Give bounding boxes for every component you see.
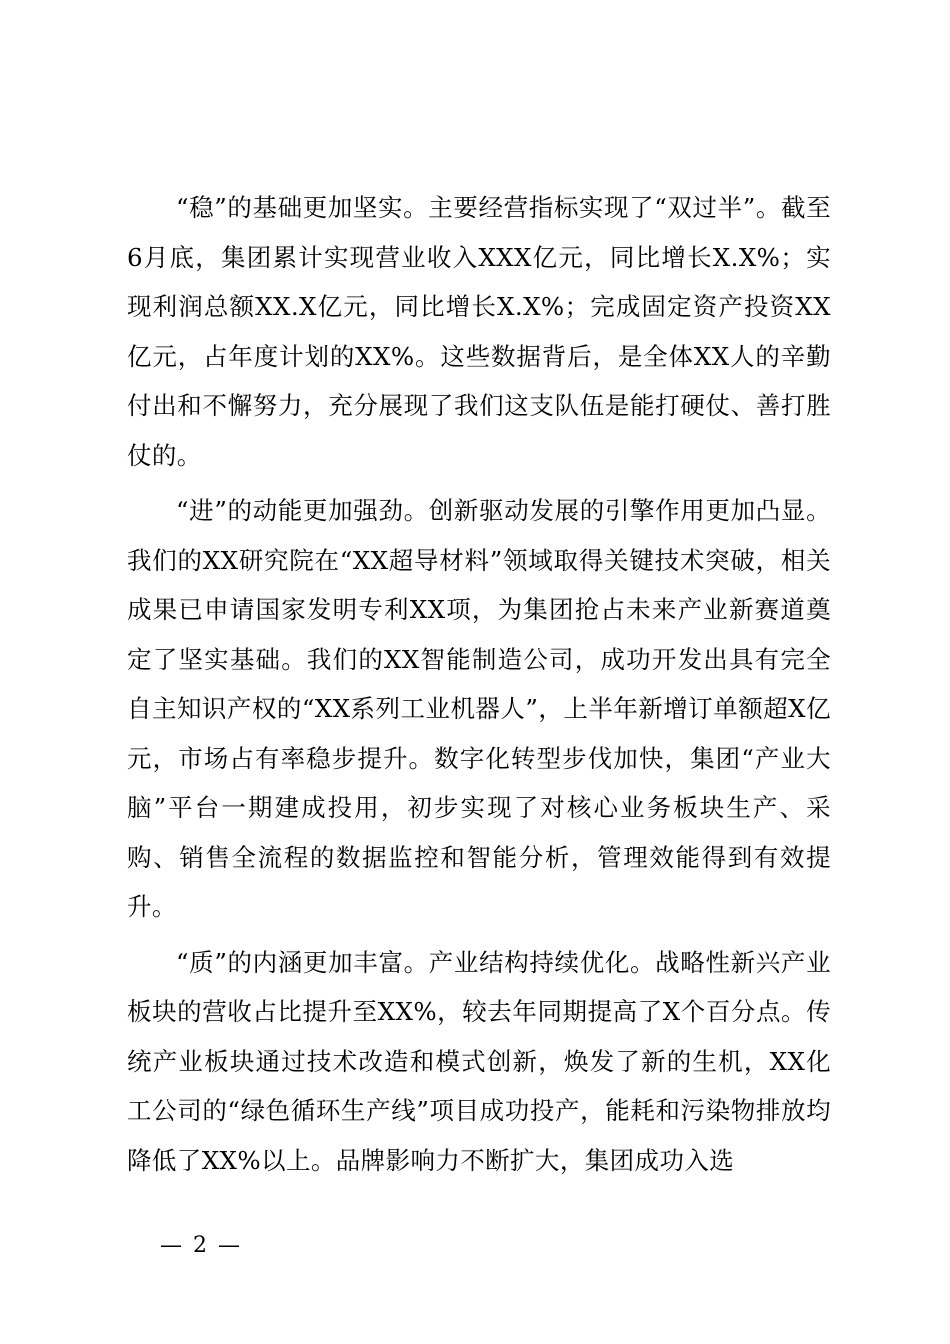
body-text xyxy=(127,183,831,1185)
paragraph-stability: “稳”的基础更加坚实。主要经营指标实现了“双过半”。截至6月底，集团累计实现营业收入XXX亿元，同比增长X.X%；实现利润总额XX.X亿元，同比增长X.X%；完成固定资产投资XX亿元，占年度计划的XX%。这些数据背后，是全体XX人的辛勤付出和不懈努力，充分展现了我们这支队伍是能打硬仗、善打胜仗的。 xyxy=(127,193,831,470)
paragraph-progress: “进”的动能更加强劲。创新驱动发展的引擎作用更加凸显。我们的XX研究院在“XX超导材料”领域取得关键技术突破，相关成果已申请国家发明专利XX项，为集团抢占未来产业新赛道奠定了坚实基础。我们的XX智能制造公司，成功开发出具有完全自主知识产权的“XX系列工业机器人”，上半年新增订单额超X亿元，市场占有率稳步提升。数字化转型步伐加快，集团“产业大脑”平台一期建成投用，初步实现了对核心业务板块生产、采购、销售全流程的数据监控和智能分析，管理效能得到有效提升。 xyxy=(127,496,831,921)
paragraph-quality: “质”的内涵更加丰富。产业结构持续优化。战略性新兴产业板块的营收占比提升至XX%，较去年同期提高了X个百分点。传统产业板块通过技术改造和模式创新，焕发了新的生机，XX化工公司的“绿色循环生产线”项目成功投产，能耗和污染物排放均降低了XX%以上。品牌影响力不断扩大，集团成功入选 xyxy=(127,947,831,1175)
page-number: — 2 — xyxy=(160,1233,242,1258)
